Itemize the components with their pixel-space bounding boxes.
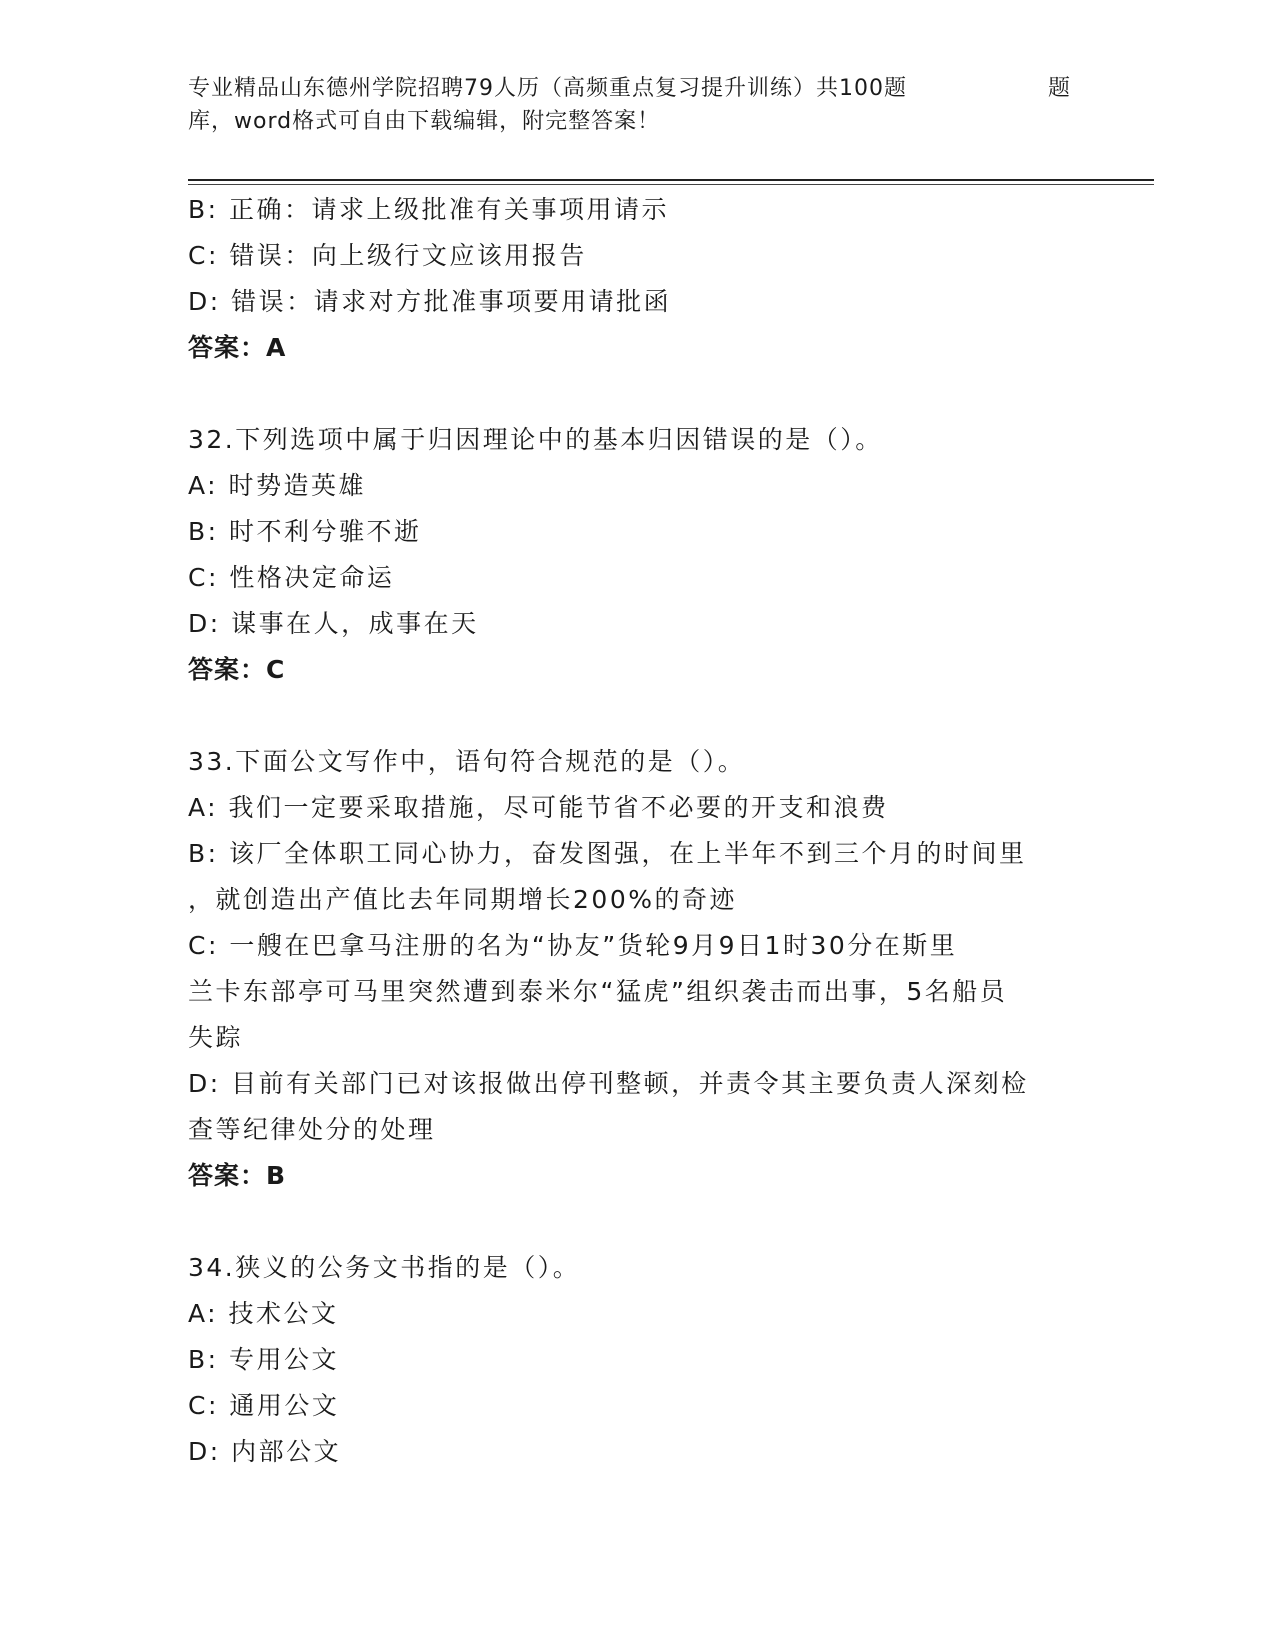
q33-option-c-line-2: 兰卡东部亭可马里突然遭到泰米尔“猛虎”组织袭击而出事，5名船员: [188, 977, 1008, 1006]
header-title-line-2: 库，word格式可自由下载编辑，附完整答案！: [188, 109, 661, 134]
q33-option-d-line-1: D: 目前有关部门已对该报做出停刊整顿，并责令其主要负责人深刻检: [188, 1069, 1029, 1098]
document-header: [188, 72, 1071, 138]
q33-option-d-line-2: 查等纪律处分的处理: [188, 1115, 436, 1144]
q34-option-b: B: 专用公文: [188, 1345, 340, 1374]
q33-option-a: A: 我们一定要采取措施，尽可能节省不必要的开支和浪费: [188, 793, 889, 822]
q34-option-a: A: 技术公文: [188, 1299, 339, 1328]
q34-option-d: D: 内部公文: [188, 1437, 342, 1466]
header-rule-thin: [188, 184, 1154, 185]
q33-option-c-line-1: C: 一艘在巴拿马注册的名为“协友”货轮9月9日1时30分在斯里: [188, 931, 958, 960]
q32-option-d: D: 谋事在人，成事在天: [188, 609, 479, 638]
q32-option-b: B: 时不利兮骓不逝: [188, 517, 422, 546]
q32-answer: 答案：C: [188, 655, 286, 684]
q34-question: 34.狭义的公务文书指的是（）。: [188, 1253, 581, 1282]
question-content: [188, 187, 1088, 1475]
header-title-overflow: 题: [1048, 76, 1071, 101]
q31-answer: 答案：A: [188, 333, 287, 362]
q32-option-a: A: 时势造英雄: [188, 471, 367, 500]
header-title-line-1: 专业精品山东德州学院招聘79人历（高频重点复习提升训练）共100题: [188, 76, 907, 101]
spacer: [188, 371, 1088, 417]
q31-option-d: D: 错误：请求对方批准事项要用请批函: [188, 287, 672, 316]
q31-option-c: C: 错误：向上级行文应该用报告: [188, 241, 587, 270]
q33-answer: 答案：B: [188, 1161, 287, 1190]
q33-option-c-line-3: 失踪: [188, 1023, 244, 1052]
q33-option-b-line-1: B: 该厂全体职工同心协力，奋发图强，在上半年不到三个月的时间里: [188, 839, 1027, 868]
spacer: [188, 1199, 1088, 1245]
q34-option-c: C: 通用公文: [188, 1391, 340, 1420]
q31-option-b: B: 正确：请求上级批准有关事项用请示: [188, 195, 670, 224]
q32-option-c: C: 性格决定命运: [188, 563, 395, 592]
spacer: [188, 693, 1088, 739]
q33-question: 33.下面公文写作中，语句符合规范的是（）。: [188, 747, 746, 776]
q32-question: 32.下列选项中属于归因理论中的基本归因错误的是（）。: [188, 425, 883, 454]
q33-option-b-line-2: ，就创造出产值比去年同期增长200%的奇迹: [188, 885, 737, 914]
header-rule-thick: [188, 179, 1154, 181]
